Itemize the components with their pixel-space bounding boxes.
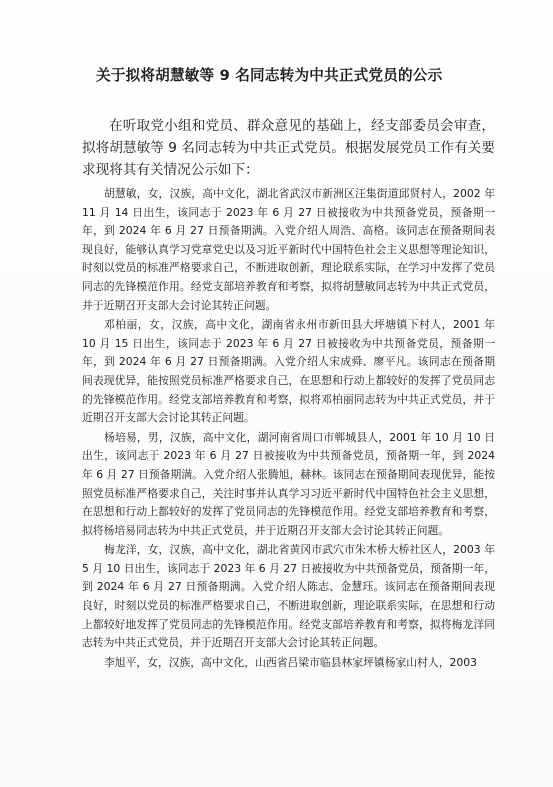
member-paragraph-li-xuping: 李旭平，女，汉族，高中文化，山西省吕梁市临县林家坪镇杨家山村人，2003 [104,655,477,669]
document-title: 关于拟将胡慧敏等 9 名同志转为中共正式党员的公示 [96,67,443,84]
member-paragraph-deng-baili: 邓柏丽，女，汉族，高中文化，湖南省永州市新田县大坪塘镇下村人，2001 年 10 月 15 日出生，该同志于 2023 年 6 月 27 日被接收为中共预备党员，预备期一年，到 2024 年 6 月 27 日预备期满。入党介绍人宋成舜、廖平凡。该同志在预备期间表现优异，能按照党员标准严格要求自己，在思想和行动上都较好的发挥了党员同志的先锋模范作用。经党支部培养教育和考察，拟将邓柏丽同志转为中共正式党员，并于近期召开支部大会讨论其转正问题。 [82,318,495,425]
member-paragraph-yang-peiyi: 杨培易，男，汉族，高中文化，湖河南省周口市郸城县人，2001 年 10 月 10 日出生，该同志于 2023 年 6 月 27 日被接收为中共预备党员，预备期一年，到 2024 年 6 月 27 日预备期满。入党介绍人张腾旭，赫林。该同志在预备期间表现优异，能按照党员标准严格要求自己，关注时事并认真学习习近平新时代中国特色社会主义思想，在思想和行动上都较好的发挥了党员同志的先锋模范作用。经党支部培养教育和考察，拟将杨培易同志转为中共正式党员，并于近期召开支部大会讨论其转正问题。 [82,430,495,537]
member-paragraph-hu-huimin: 胡慧敏，女，汉族，高中文化，湖北省武汉市新洲区汪集街道邱贤村人，2002 年 11 月 14 日出生，该同志于 2023 年 6 月 27 日被接收为中共预备党员，预备期一年，到 2024 年 6 月 27 日预备期满。入党介绍人周浩、高格。该同志在预备期间表现良好，能够认真学习党章党史以及习近平新时代中国特色社会主义思想等理论知识，时刻以党员的标准严格要求自己，不断进取创新，理论联系实际，在学习中发挥了党员同志的先锋模范作用。经党支部培养教育和考察，拟将胡慧敏同志转为中共正式党员，并于近期召开支部大会讨论其转正问题。 [82,187,495,312]
member-paragraph-mei-longyang: 梅龙洋，女，汉族，高中文化，湖北省黄冈市武穴市朱木桥大桥社区人，2003 年 5 月 10 日出生，该同志于 2023 年 6 月 27 日被接收为中共预备党员，预备期一年，到 2024 年 6 月 27 日预备期满。入党介绍人陈志、金慧珏。该同志在预备期间表现良好，时刻以党员的标准严格要求自己，不断进取创新，理论联系实际，在思想和行动上都较好地发挥了党员同志的先锋模范作用。经党支部培养教育和考察，拟将梅龙洋同志转为中共正式党员，并于近期召开支部大会讨论其转正问题。 [82,543,495,650]
intro-paragraph: 在听取党小组和党员、群众意见的基础上，经支部委员会审查，拟将胡慧敏等 9 名同志转为中共正式党员。根据发展党员工作有关要求现将其有关情况公示如下： [82,118,495,178]
